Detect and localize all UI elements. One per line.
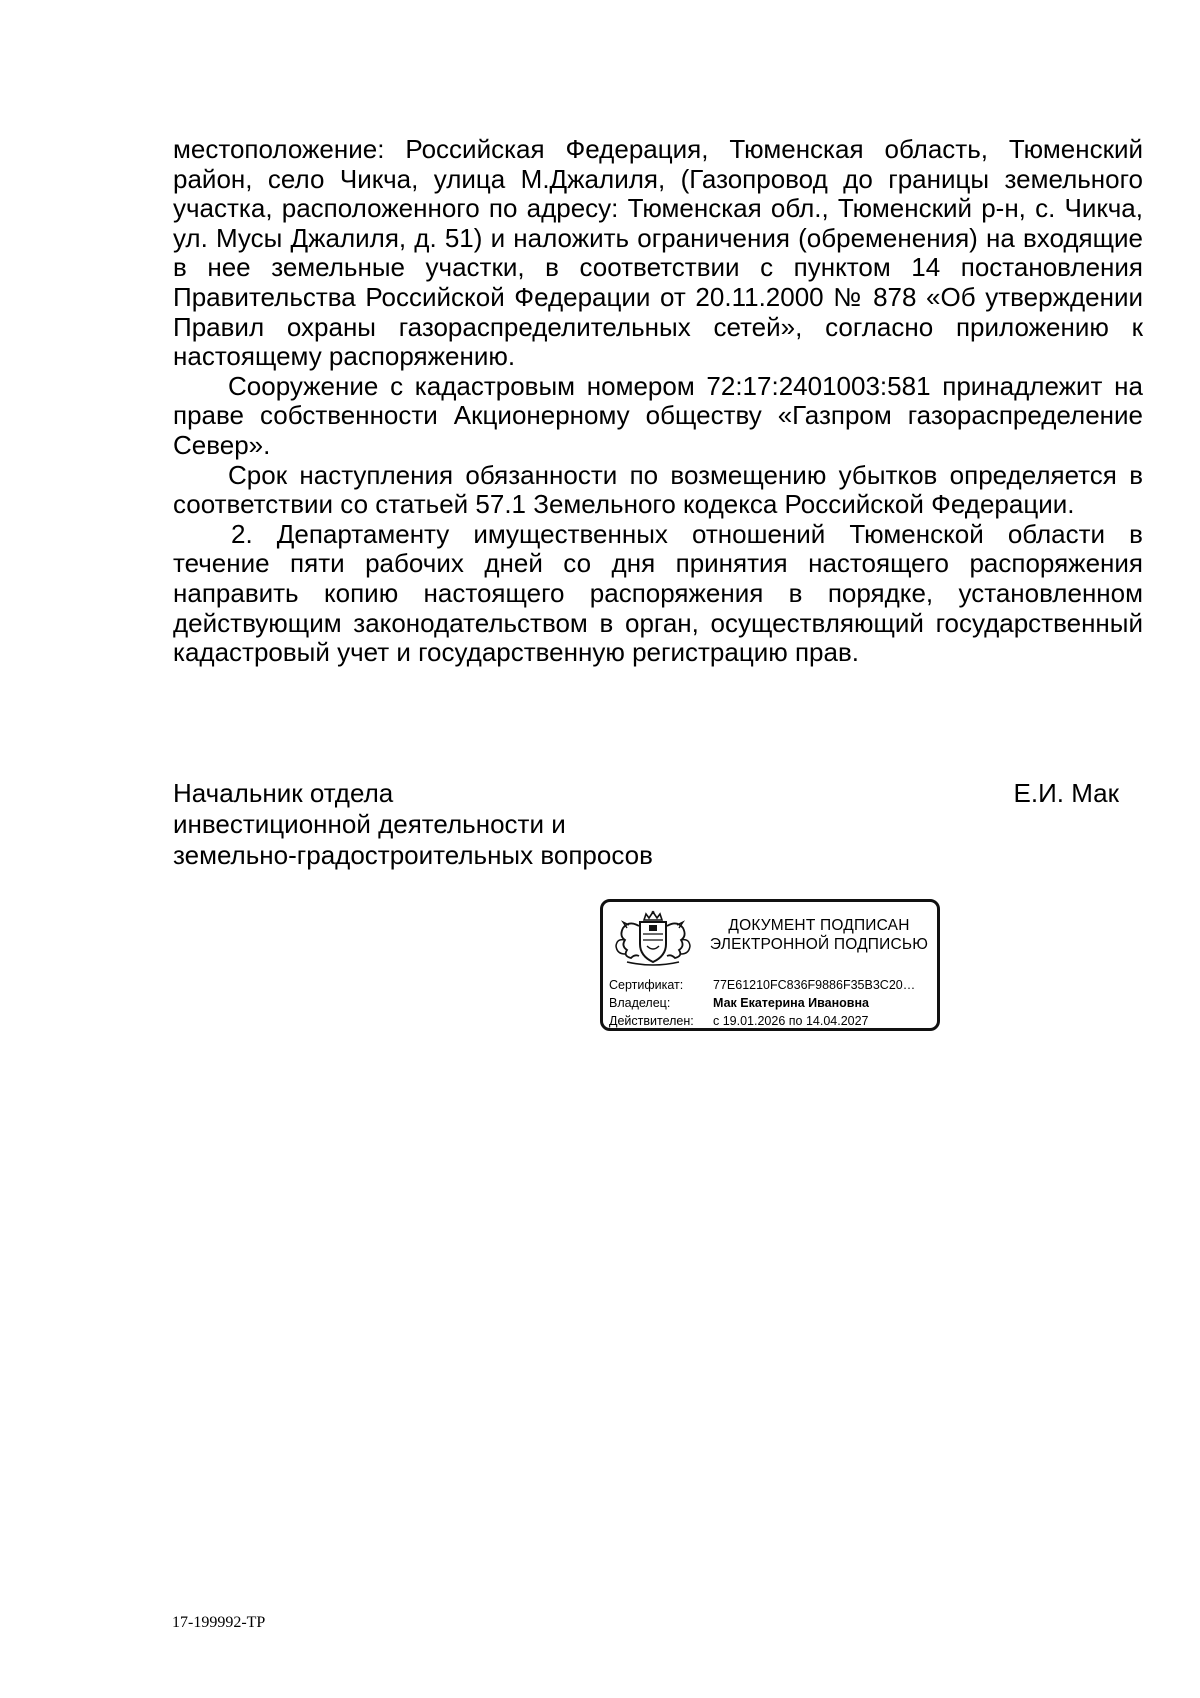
stamp-row-owner [609, 994, 939, 1012]
paragraph-location: местоположение: Российская Федерация, Тюменская область, Тюменский район, село Чикча, улица М.Джалиля, (Газопровод до границы земельного участка, расположенного по адресу: Тюменская обл., Тюменский р-н, с. Чикча, ул. Мусы Джалиля, д. 51) и наложить ограничения (обременения) на входящие в нее земельные участки, в соответствии с пунктом 14 постановления Правительства Российской Федерации от 20.11.2000 № 878 «Об утверждении Правил охраны газораспределительных сетей», согласно приложению к настоящему распоряжению. [173, 134, 1143, 372]
stamp-value: Мак Екатерина Ивановна [713, 996, 869, 1010]
stamp-row-validity [609, 1012, 939, 1030]
paragraph-compensation: Срок наступления обязанности по возмещению убытков определяется в соответствии со статьей 57.1 Земельного кодекса Российской Федерации. [173, 459, 1143, 520]
signatory-name: Е.И. Мак [1013, 778, 1119, 808]
signatory-position-line: инвестиционной деятельности и [173, 809, 566, 839]
signature-block [173, 778, 1143, 871]
stamp-label: Сертификат: [609, 978, 684, 992]
signatory-position-line: земельно-градостроительных вопросов [173, 840, 653, 870]
stamp-details [609, 976, 939, 1030]
paragraph-item-2: 2. Департаменту имущественных отношений Тюменской области в течение пяти рабочих дней со дня принятия настоящего распоряжения направить копию настоящего распоряжения в порядке, установленном действующим законодательством в орган, осуществляющий государственный кадастровый учет и государственную регистрацию прав. [173, 518, 1143, 668]
stamp-value: с 19.01.2026 по 14.04.2027 [713, 1014, 869, 1028]
stamp-row-certificate [609, 976, 939, 994]
stamp-header [701, 916, 937, 954]
stamp-label: Действителен: [609, 1014, 694, 1028]
document-body [173, 135, 1143, 668]
document-registration-code: 17-199992-ТР [172, 1614, 266, 1631]
stamp-header-line: ДОКУМЕНТ ПОДПИСАН [728, 917, 910, 934]
tyumen-coat-of-arms-icon [613, 910, 693, 968]
paragraph-ownership: Сооружение с кадастровым номером 72:17:2401003:581 принадлежит на праве собственности Акционерному обществу «Газпром газораспределение Север». [173, 370, 1143, 460]
electronic-signature-stamp [600, 899, 940, 1031]
stamp-value: 77E61210FC836F9886F35B3C20… [713, 978, 916, 992]
signatory-position-line: Начальник отдела [173, 778, 394, 808]
stamp-label: Владелец: [609, 996, 671, 1010]
stamp-header-line: ЭЛЕКТРОННОЙ ПОДПИСЬЮ [709, 936, 929, 953]
